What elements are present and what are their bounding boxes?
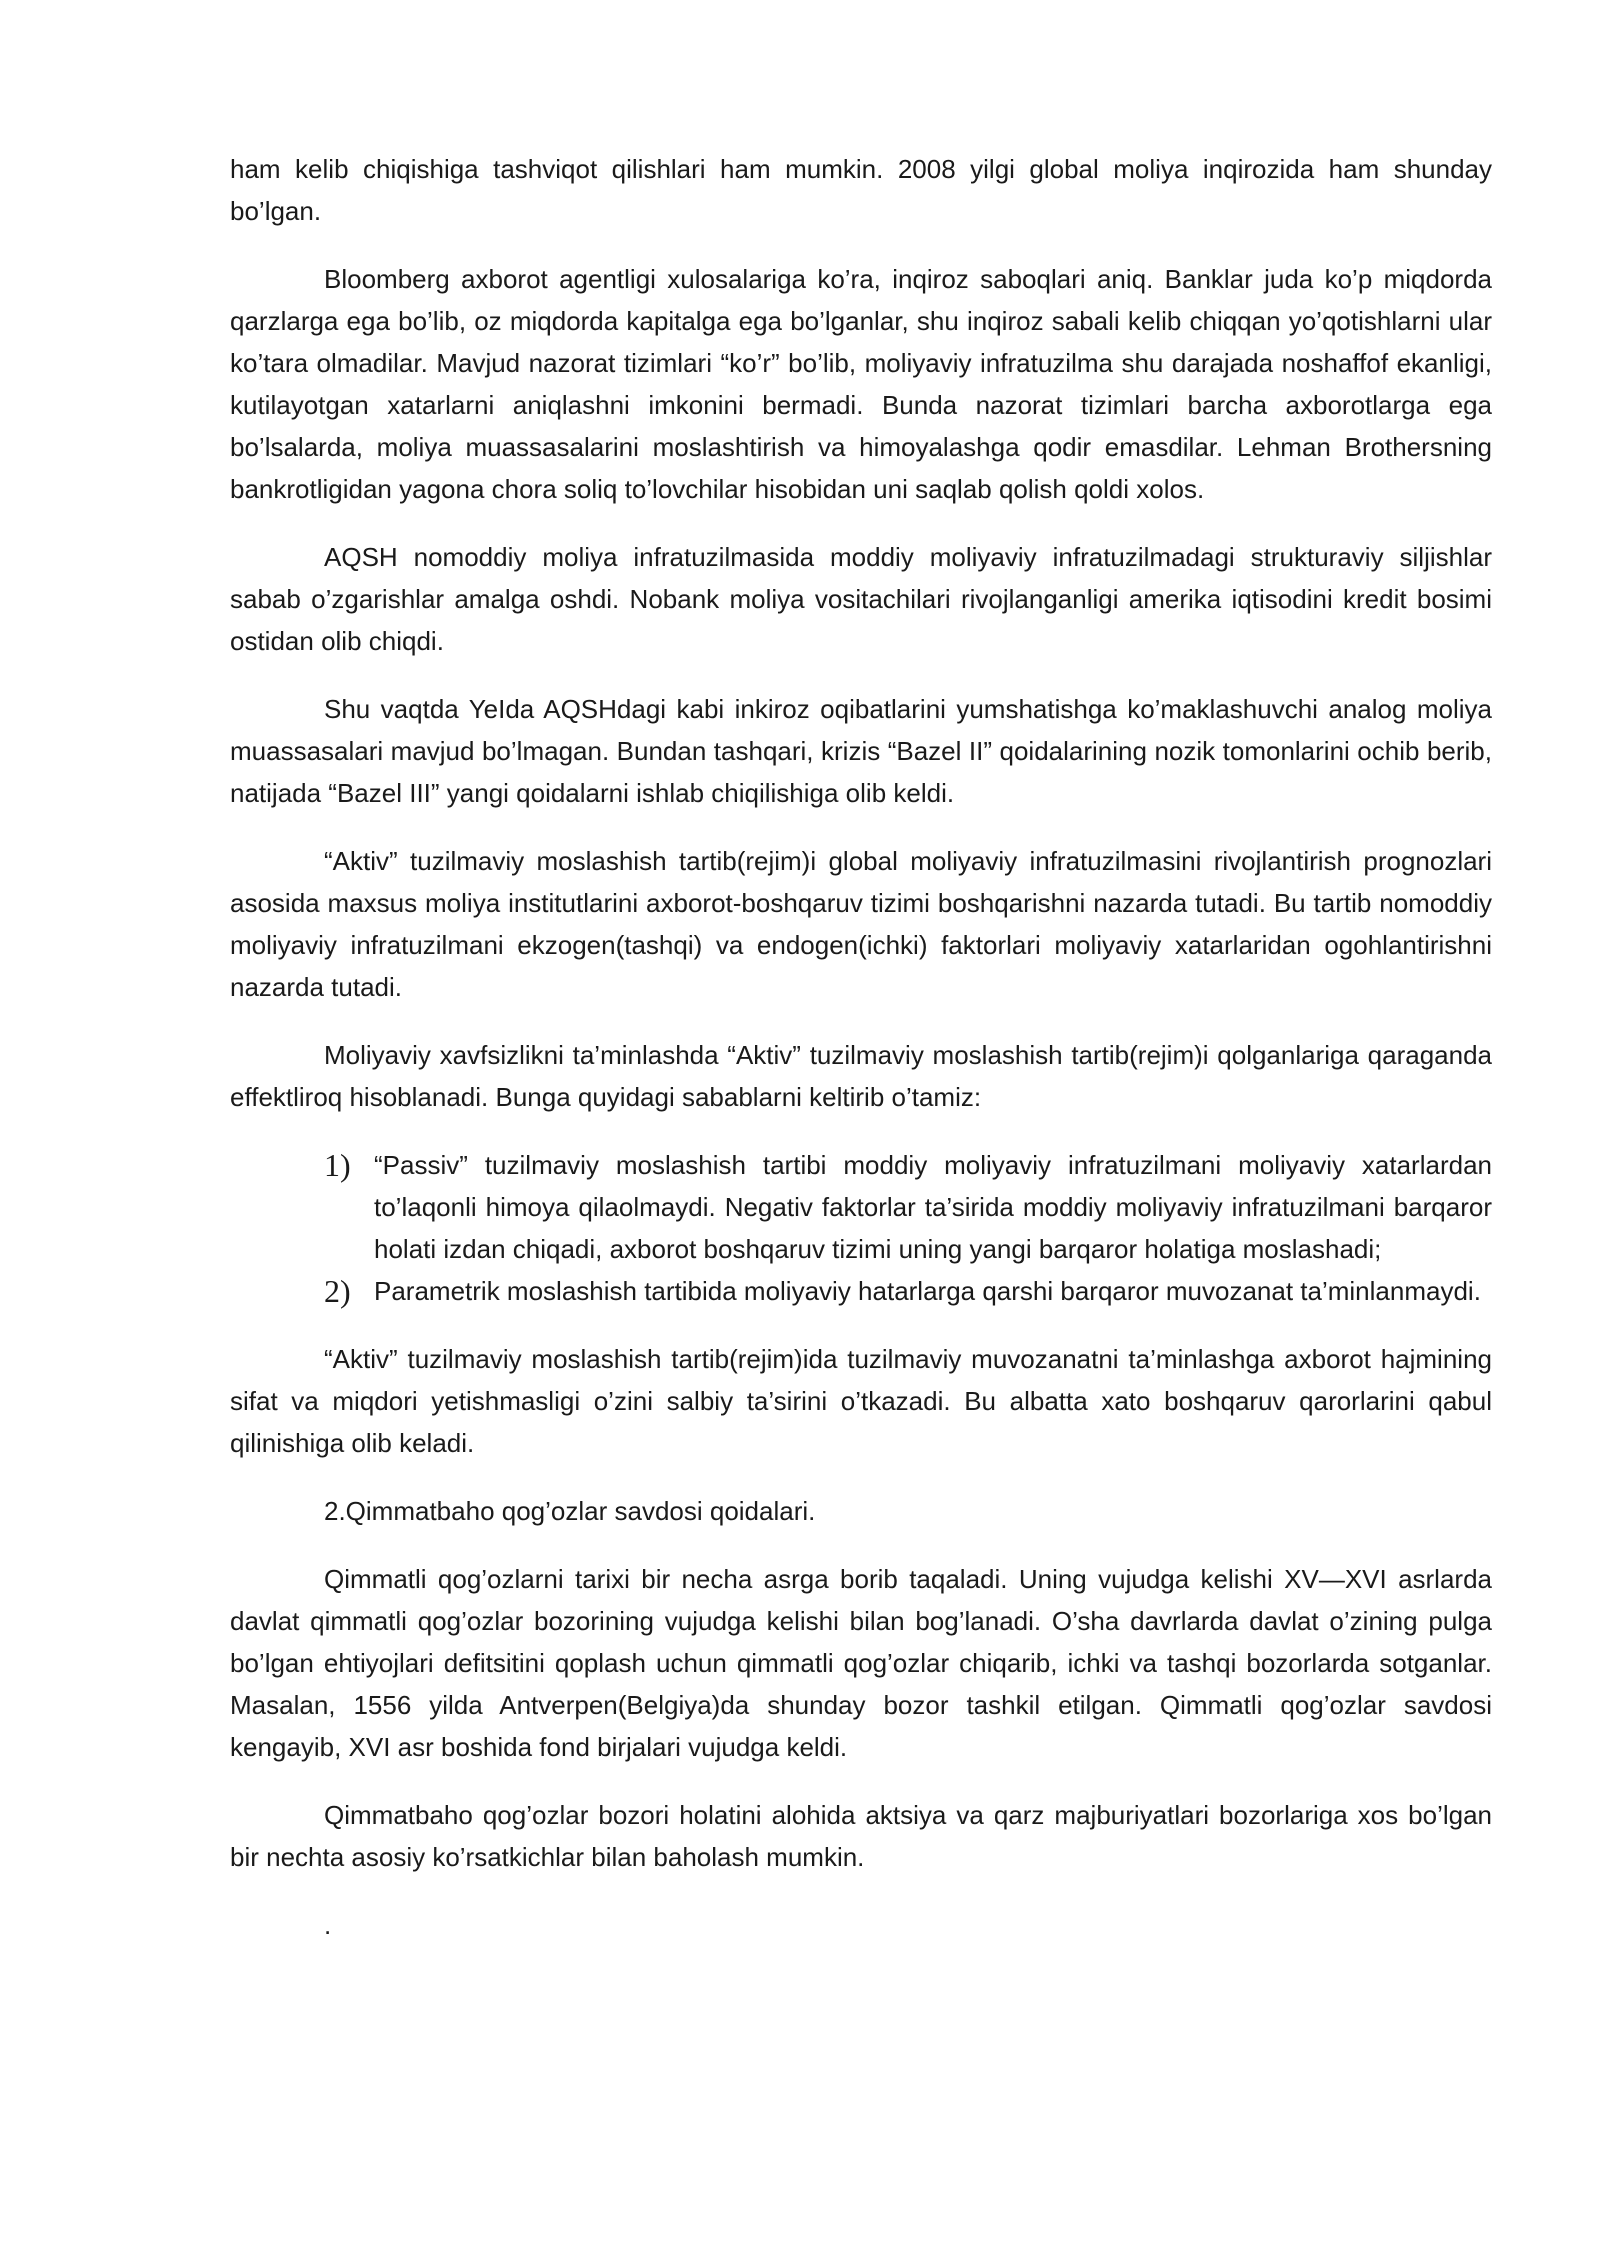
section-heading: 2.Qimmatbaho qog’ozlar savdosi qoidalari. (324, 1496, 816, 1526)
paragraph-security: Moliyaviy xavfsizlikni ta’minlashda “Aktiv” tuzilmaviy moslashish tartib(rejim)i qolganlariga qaraganda effektliroq hisoblanadi. Bunga quyidagi sabablarni keltirib o’tamiz: (230, 1040, 1492, 1112)
paragraph-history: Qimmatli qog’ozlarni tarixi bir necha asrga borib taqaladi. Uning vujudga kelishi XV—XVI asrlarda davlat qimmatli qog’ozlar bozorining vujudga kelishi bilan bog’lanadi. O’sha davrlarda davlat o’zining pulga bo’lgan ehtiyojlari defitsitini qoplash uchun qimmatli qog’ozlar chiqarib, ichki va tashqi bozorlarda sotganlar. Masalan, 1556 yilda Antverpen(Belgiya)da shunday bozor tashkil etilgan. Qimmatli qog’ozlar savdosi kengayib, XVI asr boshida fond birjalari vujudga keldi. (230, 1564, 1492, 1762)
list-item-text: “Passiv” tuzilmaviy moslashish tartibi moddiy moliyaviy infratuzilmani moliyaviy xatarlardan to’laqonli himoya qilaolmaydi. Negativ faktorlar ta’sirida moddiy moliyaviy infratuzilmani barqaror holati izdan chiqadi, axborot boshqaruv tizimi uning yangi barqaror holatiga moslashadi; (374, 1150, 1492, 1264)
paragraph-after-list: “Aktiv” tuzilmaviy moslashish tartib(rejim)ida tuzilmaviy muvozanatni ta’minlashga axborot hajmining sifat va miqdori yetishmasligi o’zini salbiy ta’sirini o’tkazadi. Bu albatta xato boshqaruv qarorlarini qabul qilinishiga olib keladi. (230, 1344, 1492, 1458)
list-number: 1) (324, 1147, 351, 1183)
paragraph-yeida: Shu vaqtda YeIda AQSHdagi kabi inkiroz oqibatlarini yumshatishga ko’maklashuvchi analog moliya muassasalari mavjud bo’lmagan. Bundan tashqari, krizis “Bazel II” qoidalarining nozik tomonlarini ochib berib, natijada “Bazel III” yangi qoidalarni ishlab chiqilishiga olib keldi. (230, 694, 1492, 808)
paragraph-aqsh: AQSH nomoddiy moliya infratuzilmasida moddiy moliyaviy infratuzilmadagi strukturaviy siljishlar sabab o’zgarishlar amalga oshdi. Nobank moliya vositachilari rivojlanganligi amerika iqtisodini kredit bosimi ostidan olib chiqdi. (230, 542, 1492, 656)
numbered-list (230, 1144, 1492, 1312)
trailing-dot: . (324, 1910, 332, 1940)
list-item (230, 1144, 1492, 1270)
paragraph-aktiv-regime: “Aktiv” tuzilmaviy moslashish tartib(rejim)i global moliyaviy infratuzilmasini rivojlantirish prognozlari asosida maxsus moliya institutlarini axborot-boshqaruv tizimi boshqarishni nazarda tutadi. Bu tartib nomoddiy moliyaviy infratuzilmani ekzogen(tashqi) va endogen(ichki) faktorlari moliyaviy xatarlaridan ogohlantirishni nazarda tutadi. (230, 846, 1492, 1002)
list-item (230, 1270, 1492, 1312)
paragraph-bloomberg: Bloomberg axborot agentligi xulosalariga ko’ra, inqiroz saboqlari aniq. Banklar juda ko’p miqdorda qarzlarga ega bo’lib, oz miqdorda kapitalga ega bo’lganlar, shu inqiroz sabali kelib chiqqan yo’qotishlarni ular ko’tara olmadilar. Mavjud nazorat tizimlari “ko’r” bo’lib, moliyaviy infratuzilma shu darajada noshaffof ekanligi, kutilayotgan xatarlarni aniqlashni imkonini bermadi. Bunda nazorat tizimlari barcha axborotlarga ega bo’lsalarda, moliya muassasalarini moslashtirish va himoyalashga qodir emasdilar. Lehman Brothersning bankrotligidan yagona chora soliq to’lovchilar hisobidan uni saqlab qolish qoldi xolos. (230, 264, 1492, 504)
list-number: 2) (324, 1273, 351, 1309)
paragraph-continuation: ham kelib chiqishiga tashviqot qilishlari ham mumkin. 2008 yilgi global moliya inqirozida ham shunday bo’lgan. (230, 154, 1492, 226)
list-item-text: Parametrik moslashish tartibida moliyaviy hatarlarga qarshi barqaror muvozanat ta’minlanmaydi. (374, 1276, 1481, 1306)
document-page (230, 148, 1492, 1946)
paragraph-indicators: Qimmatbaho qog’ozlar bozori holatini alohida aktsiya va qarz majburiyatlari bozorlariga xos bo’lgan bir nechta asosiy ko’rsatkichlar bilan baholash mumkin. (230, 1800, 1492, 1872)
